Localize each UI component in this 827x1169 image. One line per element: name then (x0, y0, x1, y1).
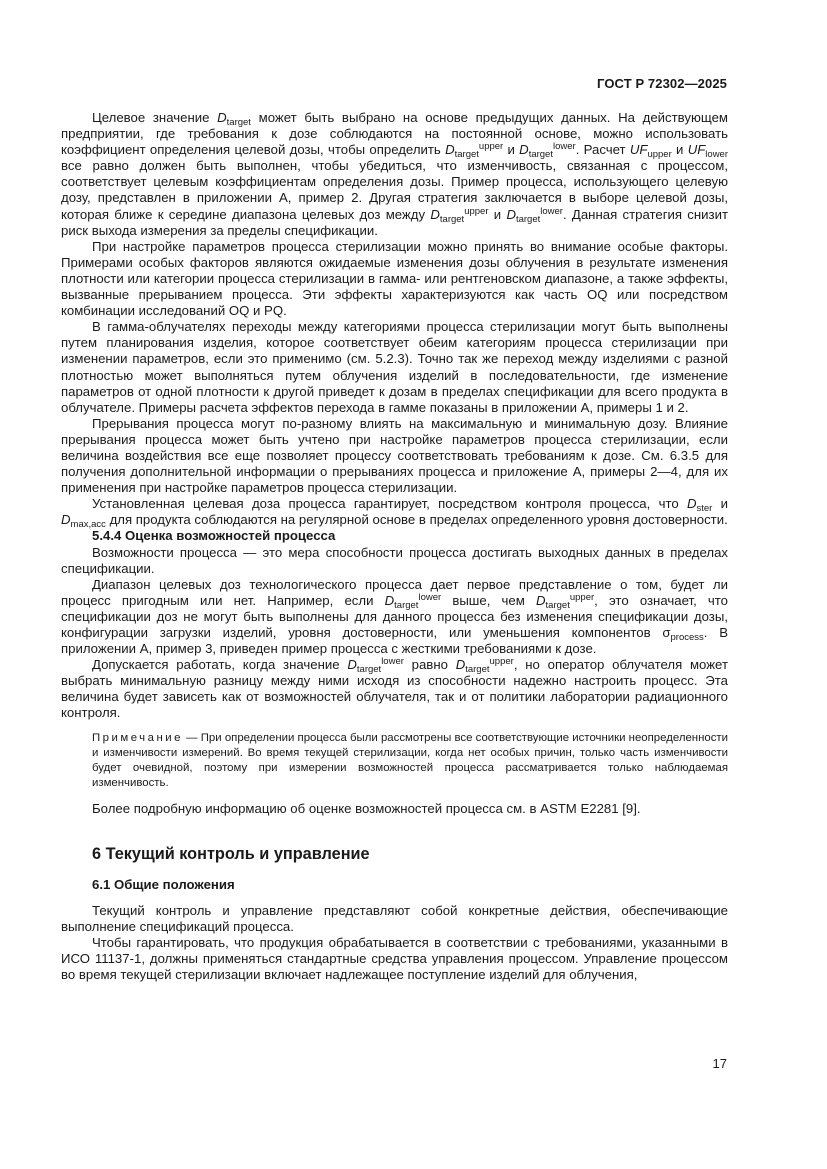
paragraph-operator-minimum-difference: Допускается работать, когда значение $D_{target}^{lower}$ равно $D_{target}^{upper}$, но оператор облучателя может выбрать минимальную разницу между ними исходя из способности надежно настроить процесс. Эта величина будет зависеть как от возможностей облучателя, так и от политики лаборатории радиационного контроля. (61, 656, 728, 721)
section-heading-6: 6 Текущий контроль и управление (92, 845, 370, 864)
document-body (61, 110, 728, 983)
paragraph-astm-reference: Более подробную информацию об оценке возможностей процесса см. в ASTM E2281 [9]. (92, 801, 641, 817)
subsection-heading-5-4-4: 5.4.4 Оценка возможностей процесса (92, 528, 336, 544)
note-text: — При определении процесса были рассмотрены все соответствующие источники неопределенности и изменчивости измерений. Во время текущей стерилизации, когда нет особых причин, только часть изменчивости будет очевидной, поэтому при измерении возможностей процесса рассматривается только наблюдаемая изменчивость. (92, 731, 728, 790)
paragraph-process-control-means: Чтобы гарантировать, что продукция обрабатывается в соответствии с требованиями, указанными в ИСО 11137-1, должны применяться стандартные средства управления процессом. Управление процессом во время текущей стерилизации включает надлежащее поступление изделий для облучения, (61, 934, 728, 982)
paragraph-gamma-transitions: В гамма-облучателях переходы между категориями процесса стерилизации могут быть выполнены путем планирования изделия, которое соответствует обеим категориям процесса стерилизации при изменении параметров, если это применимо (см. 5.2.3). Точно так же переход между изделиями с разной плотностью может выполняться путем облучения изделий в последовательности, где изменение параметров от одной плотности к другой приведет к дозам в пределах спецификации для всего продукта в облучателе. Примеры расчета эффектов перехода в гамме показаны в приложении А, примеры 1 и 2. (61, 319, 728, 415)
paragraph-process-interruptions: Прерывания процесса могут по-разному влиять на максимальную и минимальную дозу. Влияние прерывания процесса может быть учтено при настройке параметров процесса стерилизации, если величина воздействия все еще позволяет процессу соответствовать требованиям к дозе. См. 6.3.5 для получения дополнительной информации о прерываниях процесса и приложение А, примеры 2—4, для их применения при настройке параметров процесса стерилизации. (61, 415, 728, 496)
paragraph-target-dose: Целевое значение $D_{target}$ может быть выбрано на основе предыдущих данных. На действующем предприятии, где требования к дозе соблюдаются на постоянной основе, можно использовать коэффициент определения целевой дозы, чтобы определить $D_{target}^{upper}$ и $D_{target}^{lower}$. Расчет $UF_{upper}$ и $UF_{lower}$ все равно должен быть выполнен, чтобы убедиться, что изменчивость, связанная с процессом, соответствует целевым коэффициентам определения дозы. Пример процесса, использующего целевую дозу, представлен в приложении А, пример 2. Другая стратегия заключается в выборе целевой дозы, которая ближе к середине диапазона целевых доз между $D_{target}^{upper}$ и $D_{target}^{lower}$. Данная стратегия снизит риск выхода измерения за пределы спецификации. (61, 110, 729, 238)
page-number: 17 (712, 1056, 727, 1071)
paragraph-established-target-dose: Установленная целевая доза процесса гарантирует, посредством контроля процесса, что $D_{ster}$ и $D_{max,acc}$ для продукта соблюдаются на регулярной основе в пределах определенного уровня достоверности. (61, 496, 729, 531)
subsection-heading-6-1: 6.1 Общие положения (92, 877, 235, 893)
paragraph-routine-control: Текущий контроль и управление представляют собой конкретные действия, обеспечивающие выполнение спецификаций процесса. (61, 902, 728, 934)
paragraph-special-factors: При настройке параметров процесса стерилизации можно принять во внимание особые факторы. Примерами особых факторов являются ожидаемые изменения дозы облучения в результате изменения плотности или категории процесса стерилизации в гамма- или рентгеновском диапазоне, а также эффекты, вызванные прерыванием процесса. Эти эффекты характеризуются как часть OQ или посредством комбинации исследований OQ и PQ. (61, 238, 728, 319)
note-block (61, 731, 728, 792)
paragraph-target-dose-range: Диапазон целевых доз технологического процесса дает первое представление о том, будет ли процесс пригодным или нет. Например, если $D_{target}^{lower}$ выше, чем $D_{target}^{upper}$, это означает, что спецификации доз не могут быть выполнены для данного процесса без изменения спецификации дозы, конфигурации загрузки изделий, уровня достоверности, или уменьшения компонентов $\sigma_{process}$. В приложении А, пример 3, приведен пример процесса с жесткими требованиями к дозе. (61, 576, 728, 657)
note-label: Примечание (92, 731, 183, 744)
paragraph-process-capability: Возможности процесса — это мера способности процесса достигать выходных данных в пределах спецификации. (61, 544, 728, 576)
document-code: ГОСТ Р 72302—2025 (597, 76, 727, 91)
